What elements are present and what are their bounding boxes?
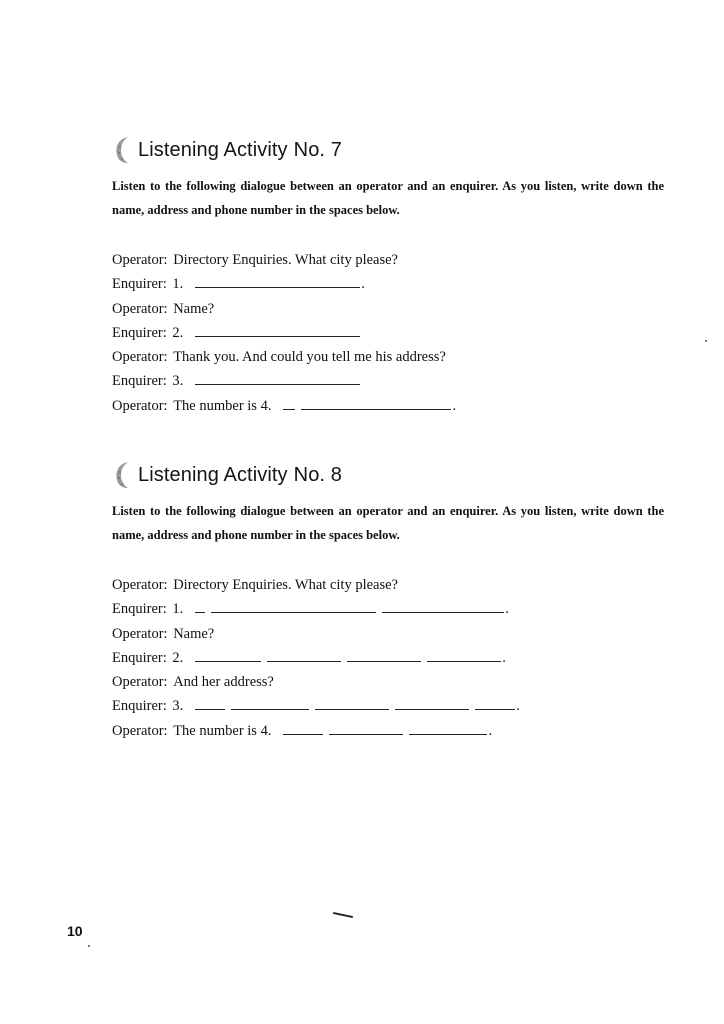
answer-blank[interactable]: [267, 649, 341, 662]
speaker-label: Enquirer: [112, 698, 163, 715]
speaker-label: Operator: [112, 397, 164, 414]
activity-heading: [112, 459, 672, 491]
answer-blank[interactable]: [195, 324, 360, 337]
answer-blank[interactable]: [315, 697, 389, 710]
utterance: 1.: [168, 601, 184, 618]
answer-blank[interactable]: [395, 697, 469, 710]
answer-blank[interactable]: [409, 722, 487, 735]
colon: :: [162, 601, 167, 618]
speaker-label: Operator: [112, 722, 164, 739]
crescent-ear-icon: [112, 460, 134, 490]
utterance: Directory Enquiries. What city please?: [169, 252, 398, 268]
utterance: 2.: [168, 649, 184, 666]
colon: :: [162, 276, 167, 293]
answer-blank[interactable]: [283, 397, 295, 410]
answer-blank[interactable]: [231, 697, 309, 710]
dialogue-line: [112, 297, 672, 321]
activity-title: Listening Activity No. 8: [138, 463, 342, 486]
answer-blank[interactable]: [427, 649, 501, 662]
dialogue-line: [112, 321, 672, 345]
scan-speck: [705, 340, 707, 342]
activity-title: Listening Activity No. 7: [138, 138, 342, 161]
dialogue: [112, 573, 672, 743]
answer-blank[interactable]: [195, 697, 225, 710]
dialogue-line: [112, 597, 672, 621]
answer-blank[interactable]: [211, 600, 376, 613]
speaker-label: Operator: [112, 674, 164, 691]
listening-activity-7: [112, 134, 672, 418]
colon: :: [163, 625, 168, 642]
colon: :: [162, 324, 167, 341]
speaker-label: Operator: [112, 625, 164, 642]
dialogue-line: [112, 719, 672, 743]
answer-blank[interactable]: [195, 600, 205, 613]
colon: :: [163, 397, 168, 414]
page-number: 10: [67, 923, 83, 939]
utterance: 3.: [168, 698, 184, 715]
answer-blank[interactable]: [283, 722, 323, 735]
line-end-period: .: [505, 601, 509, 618]
answer-blank[interactable]: [475, 697, 515, 710]
dialogue-line: [112, 345, 672, 369]
line-end-period: .: [516, 698, 520, 715]
line-end-period: .: [452, 397, 457, 414]
answer-blank[interactable]: [301, 397, 451, 410]
colon: :: [163, 577, 168, 593]
utterance: Directory Enquiries. What city please?: [169, 577, 398, 593]
activity-heading: [112, 134, 672, 166]
dialogue-line: [112, 248, 672, 272]
dialogue-line: [112, 670, 672, 694]
speaker-label: Enquirer: [112, 324, 163, 341]
colon: :: [163, 722, 168, 739]
utterance: 1.: [168, 276, 184, 293]
utterance: Name?: [169, 300, 215, 317]
speaker-label: Operator: [112, 349, 164, 366]
scan-speck: [88, 945, 90, 947]
colon: :: [162, 649, 167, 666]
crescent-ear-icon: [112, 135, 134, 165]
utterance: And her address?: [169, 674, 274, 691]
utterance: 3.: [168, 373, 184, 390]
answer-blank[interactable]: [347, 649, 421, 662]
dialogue-line: [112, 394, 672, 418]
speaker-label: Enquirer: [112, 649, 163, 666]
dialogue-line: [112, 646, 672, 670]
line-end-period: .: [502, 649, 506, 666]
speaker-label: Operator: [112, 252, 164, 268]
line-end-period: .: [361, 276, 365, 293]
speaker-label: Enquirer: [112, 601, 163, 618]
answer-blank[interactable]: [195, 649, 261, 662]
colon: :: [163, 300, 168, 317]
colon: :: [163, 252, 168, 268]
answer-blank[interactable]: [329, 722, 403, 735]
utterance: 2.: [168, 324, 184, 341]
colon: :: [163, 349, 168, 366]
utterance: The number is 4.: [169, 722, 272, 739]
line-end-period: .: [488, 722, 493, 739]
speaker-label: Enquirer: [112, 276, 163, 293]
utterance: The number is 4.: [169, 397, 272, 414]
scan-artifact: [333, 912, 353, 918]
colon: :: [162, 698, 167, 715]
dialogue-line: [112, 573, 672, 597]
dialogue-line: [112, 272, 672, 296]
colon: :: [163, 674, 168, 691]
speaker-label: Enquirer: [112, 373, 163, 390]
answer-blank[interactable]: [382, 600, 504, 613]
dialogue-line: [112, 369, 672, 393]
utterance: Name?: [169, 625, 215, 642]
answer-blank[interactable]: [195, 275, 360, 288]
answer-blank[interactable]: [195, 372, 360, 385]
activity-instructions: Listen to the following dialogue between an operator and an enquirer. As you listen, write down the name, address and phone number in the spaces below.: [112, 179, 664, 217]
dialogue: [112, 248, 672, 418]
speaker-label: Operator: [112, 577, 164, 593]
listening-activity-8: [112, 459, 672, 743]
speaker-label: Operator: [112, 300, 164, 317]
utterance: Thank you. And could you tell me his address?: [169, 349, 446, 366]
activity-instructions: Listen to the following dialogue between an operator and an enquirer. As you listen, write down the name, address and phone number in the spaces below.: [112, 504, 664, 542]
colon: :: [162, 373, 167, 390]
dialogue-line: [112, 622, 672, 646]
dialogue-line: [112, 694, 672, 718]
